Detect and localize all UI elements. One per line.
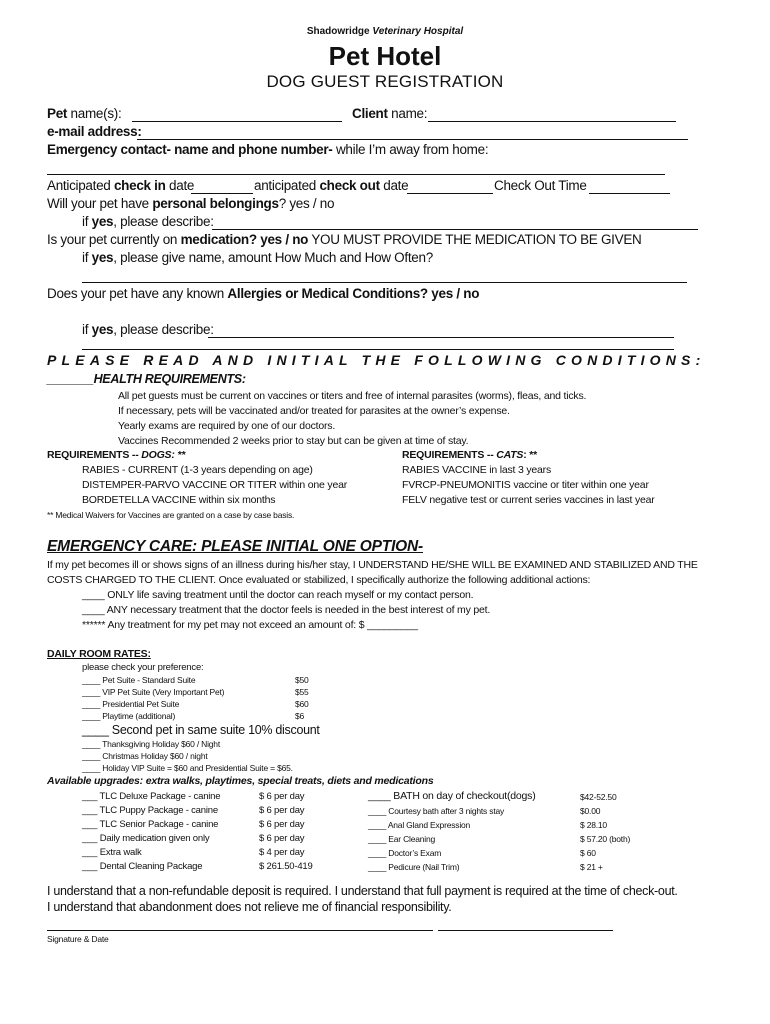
upgrade-blank[interactable]: ____ — [368, 820, 387, 830]
emergency-care-title: EMERGENCY CARE: PLEASE INITIAL ONE OPTION- — [47, 538, 423, 555]
emergency-contact-field[interactable] — [47, 174, 665, 175]
emergency-option-2: ____ ANY necessary treatment that the doctor feels is needed in the best interest of my pet. — [82, 604, 491, 616]
upgrade-blank[interactable]: ___ — [82, 819, 98, 830]
dog-requirement-item: RABIES - CURRENT (1-3 years depending on age) — [82, 464, 313, 476]
upgrade-left-row: ___ Daily medication given only — [82, 833, 210, 844]
health-initial-blank[interactable]: _______ — [47, 372, 94, 386]
upgrade-left-price: $ 6 per day — [259, 833, 305, 844]
upgrades-title: Available upgrades: extra walks, playtimes, special treats, diets and medications — [47, 775, 434, 787]
medication-question: Is your pet currently on medication? yes / no YOU MUST PROVIDE THE MEDICATION TO BE GIVEN — [47, 232, 642, 247]
health-requirements-title: _______HEALTH REQUIREMENTS: — [47, 372, 246, 386]
preference-note: please check your preference: — [82, 662, 204, 673]
belongings-describe-field[interactable] — [212, 229, 698, 230]
checkin-date-field[interactable] — [191, 193, 253, 194]
checkin-label: Anticipated check in date — [47, 178, 195, 193]
health-line: Yearly exams are required by one of our doctors. — [118, 420, 336, 432]
health-line: Vaccines Recommended 2 weeks prior to stay but can be given at time of stay. — [118, 435, 469, 447]
upgrade-left-price: $ 6 per day — [259, 805, 305, 816]
upgrade-right-row: ____ Anal Gland Expression — [368, 820, 471, 830]
belongings-question: Will your pet have personal belongings? yes / no — [47, 196, 335, 211]
emergency-text-line: If my pet becomes ill or shows signs of an illness during his/her stay, I UNDERSTAND HE/SHE WILL BE EXAMINED AND STABILIZED AND THE — [47, 559, 698, 571]
emergency-option-2-blank[interactable]: ____ — [82, 604, 105, 616]
daily-rates-title: DAILY ROOM RATES: — [47, 648, 151, 660]
page-subtitle: DOG GUEST REGISTRATION — [266, 72, 504, 91]
dog-requirement-item: DISTEMPER-PARVO VACCINE OR TITER within one year — [82, 479, 348, 491]
upgrade-blank[interactable]: ____ — [368, 848, 387, 858]
upgrade-left-row: ___ Dental Cleaning Package — [82, 861, 203, 872]
upgrade-blank[interactable]: ___ — [82, 791, 98, 802]
room-rate-row: ____ Pet Suite - Standard Suite — [82, 675, 196, 685]
belongings-describe-label: if yes, please describe: — [82, 214, 214, 229]
upgrade-blank[interactable]: ___ — [82, 805, 98, 816]
room-rate-blank[interactable]: ____ — [82, 687, 101, 697]
upgrade-left-price: $ 6 per day — [259, 819, 305, 830]
upgrade-right-price: $0.00 — [580, 806, 601, 816]
upgrade-right-row: ____ BATH on day of checkout(dogs) — [368, 790, 536, 802]
upgrade-blank[interactable]: ____ — [368, 806, 387, 816]
upgrade-blank[interactable]: ____ — [368, 862, 387, 872]
upgrade-right-price: $ 21 + — [580, 862, 603, 872]
cat-requirement-item: FELV negative test or current series vaccines in last year — [402, 494, 655, 506]
conditions-heading: PLEASE READ AND INITIAL THE FOLLOWING CONDITIONS: — [47, 352, 706, 368]
holiday-rate-row: ____ Holiday VIP Suite = $60 and Presidential Suite = $65. — [82, 763, 293, 773]
checkout-time-field[interactable] — [589, 193, 670, 194]
pet-name-field[interactable] — [132, 121, 342, 122]
allergies-describe-label: if yes, please describe: — [82, 322, 214, 337]
upgrade-left-row: ___ Extra walk — [82, 847, 142, 858]
upgrade-right-price: $ 60 — [580, 848, 596, 858]
upgrade-right-price: $42-52.50 — [580, 792, 617, 802]
emergency-option-3: ****** Any treatment for my pet may not exceed an amount of: $ _________ — [82, 619, 418, 631]
hospital-name-bold: Shadowridge — [306, 26, 370, 37]
room-rate-row: ____ Presidential Pet Suite — [82, 699, 180, 709]
date-field[interactable] — [438, 930, 613, 931]
checkout-label: anticipated check out date — [254, 178, 409, 193]
holiday-rate-blank[interactable]: ____ — [82, 751, 101, 761]
allergies-question: Does your pet have any known Allergies or Medical Conditions? yes / no — [47, 286, 480, 301]
emergency-text-line: COSTS CHARGED TO THE CLIENT. Once evaluated or stabilized, I specifically authorize the following additional actions: — [47, 574, 591, 586]
pet-name-label: Pet name(s): — [47, 106, 122, 121]
upgrade-left-row: ___ TLC Senior Package - canine — [82, 819, 219, 830]
email-field[interactable] — [137, 139, 688, 140]
dogs-requirements-title: REQUIREMENTS -- DOGS: ** — [47, 449, 186, 461]
signature-field[interactable] — [47, 930, 433, 931]
room-rate-blank[interactable]: ____ — [82, 699, 101, 709]
holiday-rate-row: ____ Christmas Holiday $60 / night — [82, 751, 208, 761]
room-rate-blank[interactable]: ____ — [82, 711, 101, 721]
cat-requirement-item: RABIES VACCINE in last 3 years — [402, 464, 552, 476]
upgrade-right-price: $ 28.10 — [580, 820, 607, 830]
client-name-label: Client name: — [352, 106, 428, 121]
hospital-name — [0, 26, 770, 37]
waiver-note: ** Medical Waivers for Vaccines are granted on a case by case basis. — [47, 510, 295, 520]
second-pet-blank[interactable]: ____ — [82, 723, 109, 737]
upgrade-blank[interactable]: ___ — [82, 847, 98, 858]
holiday-rate-blank[interactable]: ____ — [82, 763, 101, 773]
holiday-rate-blank[interactable]: ____ — [82, 739, 101, 749]
room-rate-row: ____ Playtime (additional) — [82, 711, 176, 721]
health-line: If necessary, pets will be vaccinated and/or treated for parasites at the owner’s expense. — [118, 405, 510, 417]
upgrade-right-row: ____ Ear Cleaning — [368, 834, 436, 844]
upgrade-left-price: $ 4 per day — [259, 847, 305, 858]
emergency-contact-label: Emergency contact- name and phone number- while I’m away from home: — [47, 142, 489, 157]
hospital-name-italic: Veterinary Hospital — [372, 26, 464, 37]
upgrade-left-price: $ 261.50-419 — [259, 861, 313, 872]
emergency-option-1-blank[interactable]: ____ — [82, 589, 105, 601]
email-label: e-mail address: — [47, 124, 142, 139]
checkout-time-label: Check Out Time — [494, 178, 587, 193]
dog-requirement-item: BORDETELLA VACCINE within six months — [82, 494, 276, 506]
cats-requirements-title: REQUIREMENTS -- CATS: ** — [402, 449, 538, 461]
upgrade-blank[interactable]: ____ — [368, 834, 387, 844]
upgrade-left-price: $ 6 per day — [259, 791, 305, 802]
allergies-describe-field-2[interactable] — [82, 349, 674, 350]
allergies-describe-field[interactable] — [208, 337, 674, 338]
abandonment-statement: I understand that abandonment does not relieve me of financial responsibility. — [47, 900, 452, 914]
upgrade-right-row: ____ Doctor’s Exam — [368, 848, 442, 858]
client-name-field[interactable] — [428, 121, 676, 122]
room-rate-price: $50 — [295, 675, 309, 685]
medication-detail-field[interactable] — [82, 282, 687, 283]
upgrade-blank[interactable]: ___ — [82, 861, 98, 872]
upgrade-left-row: ___ TLC Puppy Package - canine — [82, 805, 218, 816]
holiday-rate-row: ____ Thanksgiving Holiday $60 / Night — [82, 739, 220, 749]
medication-detail-label: if yes, please give name, amount How Much and How Often? — [82, 250, 433, 265]
cat-requirement-item: FVRCP-PNEUMONITIS vaccine or titer within one year — [402, 479, 649, 491]
emergency-option-1: ____ ONLY life saving treatment until the doctor can reach myself or my contact person. — [82, 589, 474, 601]
upgrade-right-row: ____ Pedicure (Nail Trim) — [368, 862, 460, 872]
emergency-option-3-mark[interactable]: ****** — [82, 619, 106, 631]
room-rate-price: $55 — [295, 687, 309, 697]
room-rate-row: ____ VIP Pet Suite (Very Important Pet) — [82, 687, 225, 697]
signature-label: Signature & Date — [47, 934, 109, 944]
upgrade-right-price: $ 57.20 (both) — [580, 834, 631, 844]
checkout-date-field[interactable] — [407, 193, 493, 194]
upgrade-blank[interactable]: ____ — [368, 790, 391, 802]
upgrade-blank[interactable]: ___ — [82, 833, 98, 844]
deposit-statement: I understand that a non-refundable deposit is required. I understand that full payment is required at the time of check-out. — [47, 884, 678, 898]
room-rate-price: $6 — [295, 711, 305, 721]
second-pet-discount: ____ Second pet in same suite 10% discount — [82, 723, 320, 737]
room-rate-blank[interactable]: ____ — [82, 675, 101, 685]
upgrade-left-row: ___ TLC Deluxe Package - canine — [82, 791, 221, 802]
page-title: Pet Hotel — [328, 41, 442, 71]
upgrade-right-row: ____ Courtesy bath after 3 nights stay — [368, 806, 505, 816]
room-rate-price: $60 — [295, 699, 309, 709]
health-line: All pet guests must be current on vaccines or titers and free of internal parasites (worms), fleas, and ticks. — [118, 390, 587, 402]
